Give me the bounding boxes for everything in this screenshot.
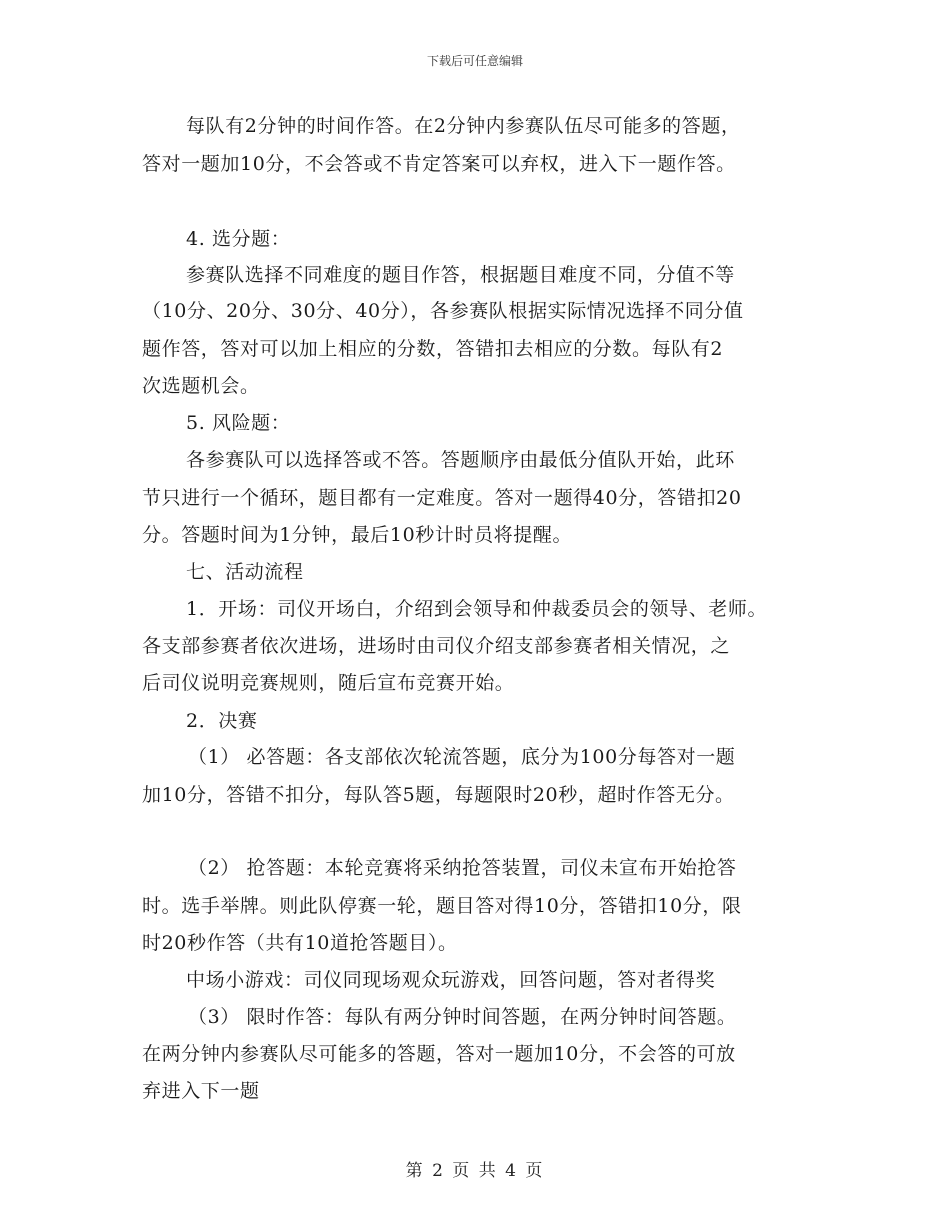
- body-line: （1） 必答题：各支部依次轮流答题，底分为100分每答对一题: [188, 746, 736, 768]
- section-heading: 2．决赛: [186, 710, 258, 732]
- body-line: 中场小游戏：司仪同现场观众玩游戏，回答问题，答对者得奖: [186, 969, 716, 991]
- body-line: 后司仪说明竞赛规则，随后宣布竞赛开始。: [142, 672, 515, 694]
- page-footer: 第 2 页 共 4 页: [405, 1161, 545, 1181]
- body-line: （10分、20分、30分、40分），各参赛队根据实际情况选择不同分值: [142, 300, 744, 322]
- body-line: 分。答题时间为1分钟，最后10秒计时员将提醒。: [142, 524, 573, 546]
- body-line: 各参赛队可以选择答或不答。答题顺序由最低分值队开始，此环: [186, 449, 735, 471]
- section-heading: 七、活动流程: [186, 561, 304, 583]
- body-line: 加10分，答错不扣分，每队答5题，每题限时20秒，超时作答无分。: [142, 784, 735, 806]
- body-line: 每队有2分钟的时间作答。在2分钟内参赛队伍尽可能多的答题，: [186, 115, 741, 137]
- body-line: （2） 抢答题：本轮竞赛将采纳抢答装置，司仪未宣布开始抢答: [188, 857, 737, 879]
- body-line: 在两分钟内参赛队尽可能多的答题，答对一题加10分，不会答的可放: [142, 1043, 736, 1065]
- body-line: 节只进行一个循环，题目都有一定难度。答对一题得40分，答错扣20: [142, 487, 742, 509]
- body-line: 弃进入下一题: [142, 1080, 260, 1102]
- body-line: 次选题机会。: [142, 375, 260, 397]
- body-line: 参赛队选择不同难度的题目作答，根据题目难度不同，分值不等: [186, 264, 735, 286]
- body-line: 各支部参赛者依次进场，进场时由司仪介绍支部参赛者相关情况，之: [142, 635, 731, 657]
- body-line: 题作答，答对可以加上相应的分数，答错扣去相应的分数。每队有2: [142, 338, 724, 360]
- body-line: 答对一题加10分，不会答或不肯定答案可以弃权，进入下一题作答。: [142, 153, 736, 175]
- page-header: 下载后可任意编辑: [426, 54, 523, 68]
- body-line: 时。选手举牌。则此队停赛一轮，题目答对得10分，答错扣10分，限: [142, 895, 742, 917]
- section-heading: 4. 选分题：: [186, 228, 291, 250]
- body-line: 时20秒作答（共有10道抢答题目）。: [142, 932, 458, 954]
- body-line: 1．开场：司仪开场白，介绍到会领导和仲裁委员会的领导、老师。: [186, 598, 768, 620]
- section-heading: 5. 风险题：: [186, 412, 291, 434]
- body-line: （3） 限时作答：每队有两分钟时间答题，在两分钟时间答题。: [188, 1006, 737, 1028]
